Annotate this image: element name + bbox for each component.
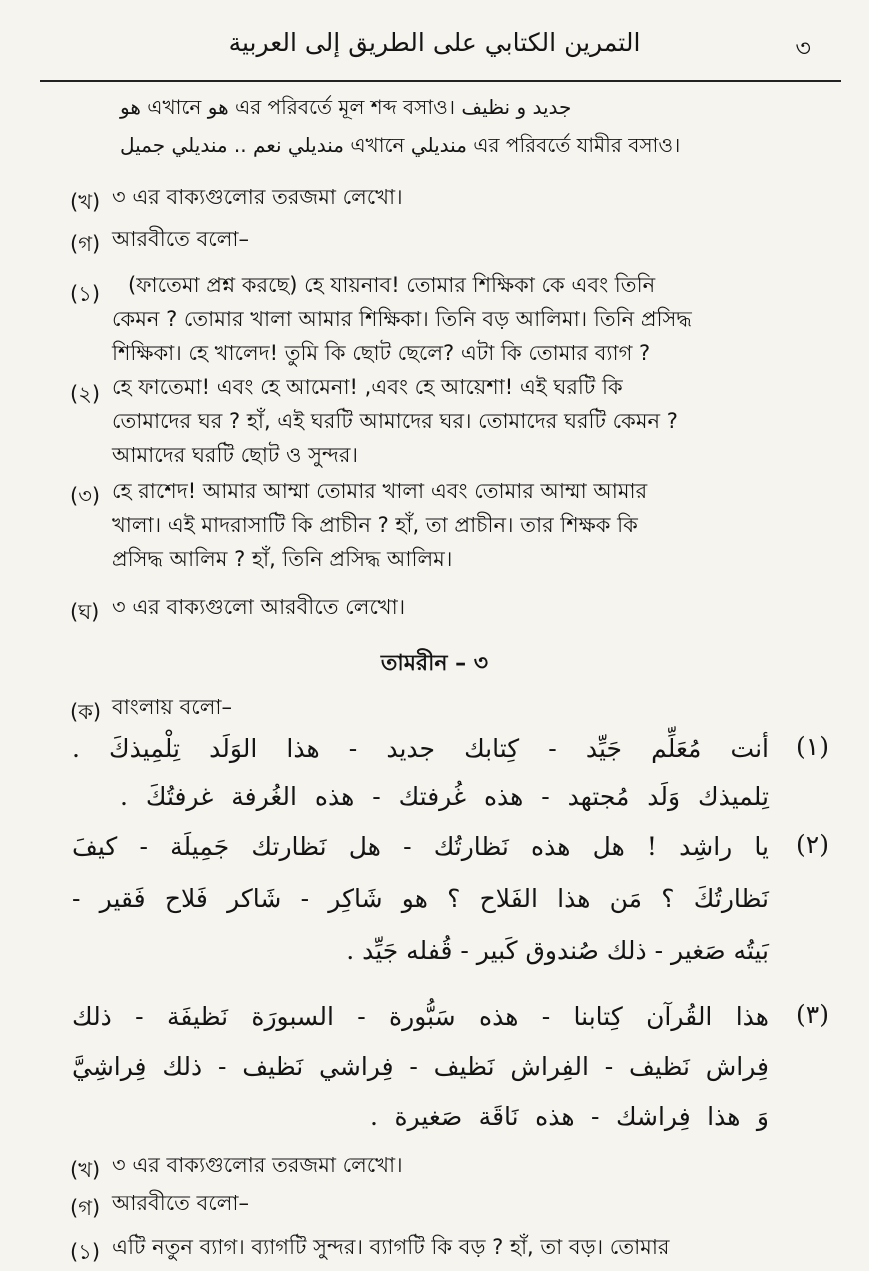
- item-line: আমাদের ঘরটি ছোট ও সুন্দর।: [112, 443, 358, 467]
- arabic-line: هذا القُرآن كِتابنا - هذه سَبُّورة - السبورَة نَظيفَة - ذلك: [72, 1002, 769, 1031]
- arabic-line: أنت مُعَلِّم جَيِّد - كِتابك جديد - هذا الوَلَد تِلْمِيذكَ .: [72, 734, 769, 763]
- arabic-item-marker: (٢): [796, 830, 829, 859]
- marker-kha-2: (খ): [70, 1158, 101, 1182]
- item-line: প্রসিদ্ধ আলিম ? হাঁ, তিনি প্রসিদ্ধ আলিম।: [112, 547, 453, 571]
- intro-line-2: مندیلي نعم .. مندیلي جميل এখানে مندیلي এর পরিবর্তে যামীর বসাও।: [120, 133, 681, 157]
- marker-ga-2: (গ): [70, 1196, 101, 1220]
- instruction-ga-2: আরবীতে বলো–: [112, 1191, 249, 1215]
- arabic-item-marker: (٣): [796, 1000, 829, 1029]
- item-marker: (২): [70, 382, 101, 406]
- arabic-line: بَيتُه صَغير - ذلك صُندوق كَبير - قُفله جَيِّد .: [346, 936, 769, 965]
- instruction-gha: ৩ এর বাক্যগুলো আরবীতে লেখো।: [112, 595, 406, 619]
- item-marker: (১): [70, 282, 101, 306]
- intro-line-1: هو এখানে هو এর পরিবর্তে মূল শব্দ বসাও। جديد و نظيف: [120, 95, 572, 119]
- instruction-ka: বাংলায় বলো–: [112, 695, 232, 719]
- item-line: হে ফাতেমা! এবং হে আমেনা! ,এবং হে আয়েশা! এই ঘরটি কি: [112, 375, 623, 399]
- marker-ka: (ক): [70, 700, 102, 724]
- arabic-item-marker: (١): [796, 732, 829, 761]
- page-header: [40, 28, 829, 72]
- tamrin-heading: তামরীন – ৩: [380, 651, 489, 676]
- header-title: التمرين الكتابي على الطريق إلى العربية: [228, 28, 641, 57]
- header-rule: [40, 80, 841, 82]
- item-marker: (৩): [70, 484, 101, 508]
- marker-last: (১): [70, 1240, 101, 1264]
- page-number: ৩: [795, 34, 811, 62]
- marker-ga: (গ): [70, 232, 101, 256]
- arabic-line: يا راشِد ! هل هذه نَظارتُك - هل نَظارتك جَمِيلَة - كيفَ: [72, 832, 769, 861]
- instruction-kha-2: ৩ এর বাক্যগুলোর তরজমা লেখো।: [112, 1153, 403, 1177]
- marker-kha: (খ): [70, 190, 101, 214]
- item-line: হে রাশেদ! আমার আম্মা তোমার খালা এবং তোমার আম্মা আমার: [112, 479, 648, 503]
- arabic-line: فِراش نَظيف - الفِراش نَظيف - فِراشي نَظيف - ذلك فِراشِيَّ: [72, 1052, 769, 1081]
- item-line: শিক্ষিকা। হে খালেদ! তুমি কি ছোট ছেলে? এটা কি তোমার ব্যাগ ?: [112, 341, 651, 365]
- item-line: তোমাদের ঘর ? হাঁ, এই ঘরটি আমাদের ঘর। তোমাদের ঘরটি কেমন ?: [112, 409, 678, 433]
- marker-gha: (ঘ): [70, 600, 100, 624]
- last-line: এটি নতুন ব্যাগ। ব্যাগটি সুন্দর। ব্যাগটি কি বড় ? হাঁ, তা বড়। তোমার: [112, 1235, 670, 1259]
- arabic-line: وَ هذا فِراشك - هذه نَاقَة صَغيرة .: [370, 1102, 769, 1131]
- instruction-kha: ৩ এর বাক্যগুলোর তরজমা লেখো।: [112, 185, 403, 209]
- item-line: কেমন ? তোমার খালা আমার শিক্ষিকা। তিনি বড় আলিমা। তিনি প্রসিদ্ধ: [112, 307, 692, 331]
- item-line: (ফাতেমা প্রশ্ন করছে) হে যায়নাব! তোমার শিক্ষিকা কে এবং তিনি: [128, 273, 656, 297]
- arabic-line: تِلميذك وَلَد مُجتهد - هذه غُرفتك - هذه الغُرفة غرفتُكَ .: [120, 782, 769, 811]
- arabic-line: نَظارتُكَ ؟ مَن هذا الفَلاح ؟ هو شَاكِر - شَاكر فَلاح فَقير -: [72, 884, 769, 913]
- instruction-ga: আরবীতে বলো–: [112, 227, 249, 251]
- item-line: খালা। এই মাদরাসাটি কি প্রাচীন ? হাঁ, তা প্রাচীন। তার শিক্ষক কি: [112, 513, 638, 537]
